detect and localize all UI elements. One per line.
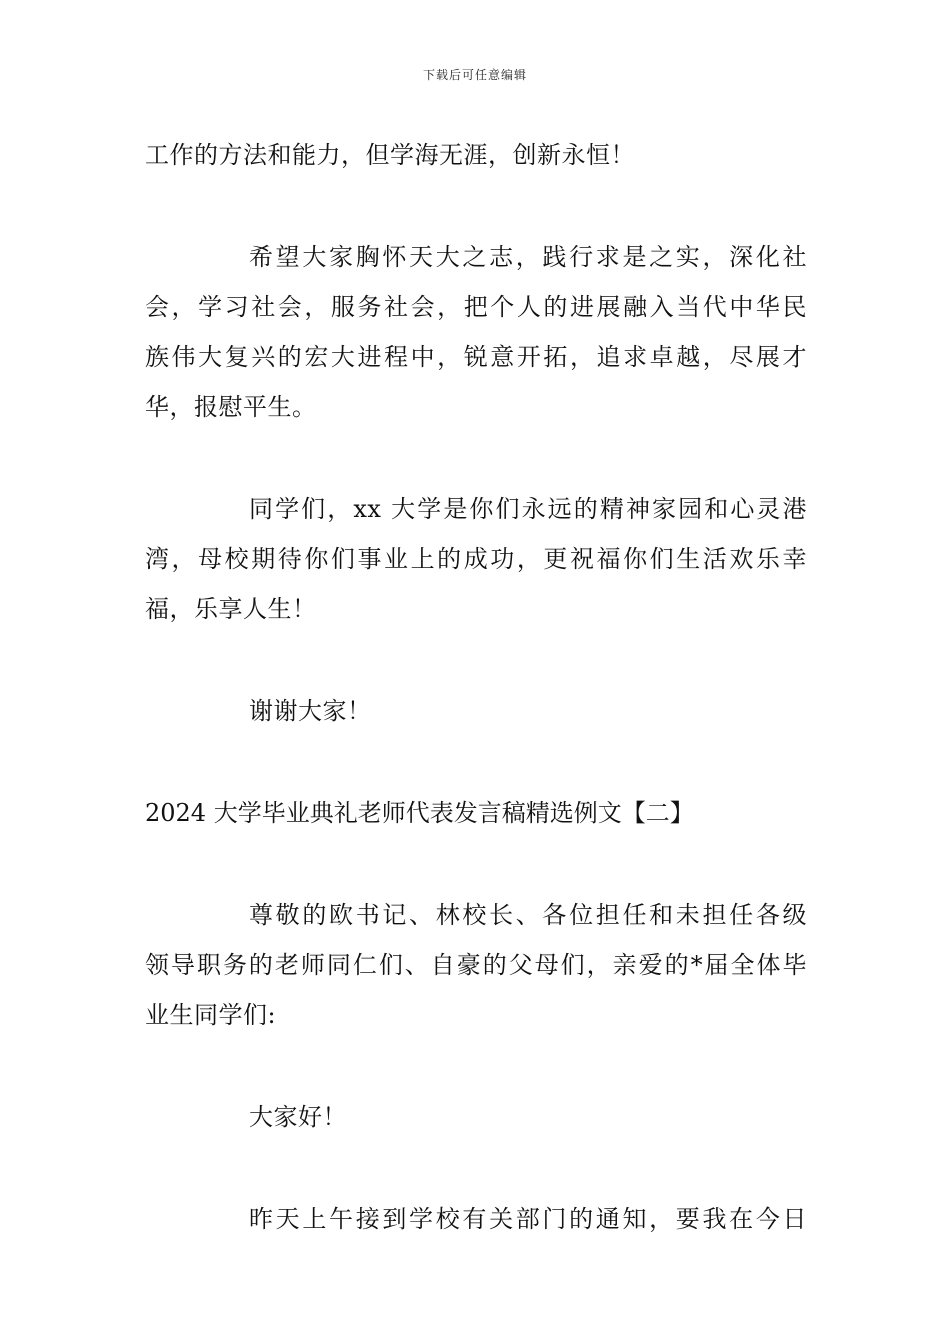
text-line: 会，学习社会，服务社会，把个人的进展融入当代中华民 xyxy=(145,293,807,321)
text-line: 湾，母校期待你们事业上的成功，更祝福你们生活欢乐幸 xyxy=(145,545,807,573)
document-body xyxy=(145,130,807,1244)
text-line: 领导职务的老师同仁们、自豪的父母们，亲爱的*届全体毕 xyxy=(145,951,807,979)
text-line: 华，报慰平生。 xyxy=(145,393,317,421)
paragraph-2 xyxy=(145,232,807,432)
text-line: 同学们，xx 大学是你们永远的精神家园和心灵港 xyxy=(249,495,807,523)
text-line: 大家好！ xyxy=(249,1103,347,1131)
text-line: 族伟大复兴的宏大进程中，锐意开拓，追求卓越，尽展才 xyxy=(145,343,807,371)
paragraph-1 xyxy=(145,130,807,180)
text-line: 工作的方法和能力，但学海无涯，创新永恒！ xyxy=(145,141,635,169)
section-title: 2024 大学毕业典礼老师代表发言稿精选例文【二】 xyxy=(145,799,694,827)
paragraph-4 xyxy=(145,686,807,736)
paragraph-6 xyxy=(145,1092,807,1142)
text-line: 业生同学们: xyxy=(145,1001,277,1029)
paragraph-3 xyxy=(145,484,807,634)
header-note: 下载后可任意编辑 xyxy=(422,68,527,82)
paragraph-5 xyxy=(145,890,807,1040)
text-line: 希望大家胸怀天大之志，践行求是之实，深化社 xyxy=(249,243,807,271)
text-line: 福，乐享人生！ xyxy=(145,595,317,623)
text-line: 昨天上午接到学校有关部门的通知，要我在今日 xyxy=(249,1205,807,1233)
text-line: 谢谢大家！ xyxy=(249,697,372,725)
text-line: 尊敬的欧书记、林校长、各位担任和未担任各级 xyxy=(249,901,807,929)
paragraph-7 xyxy=(145,1194,807,1244)
